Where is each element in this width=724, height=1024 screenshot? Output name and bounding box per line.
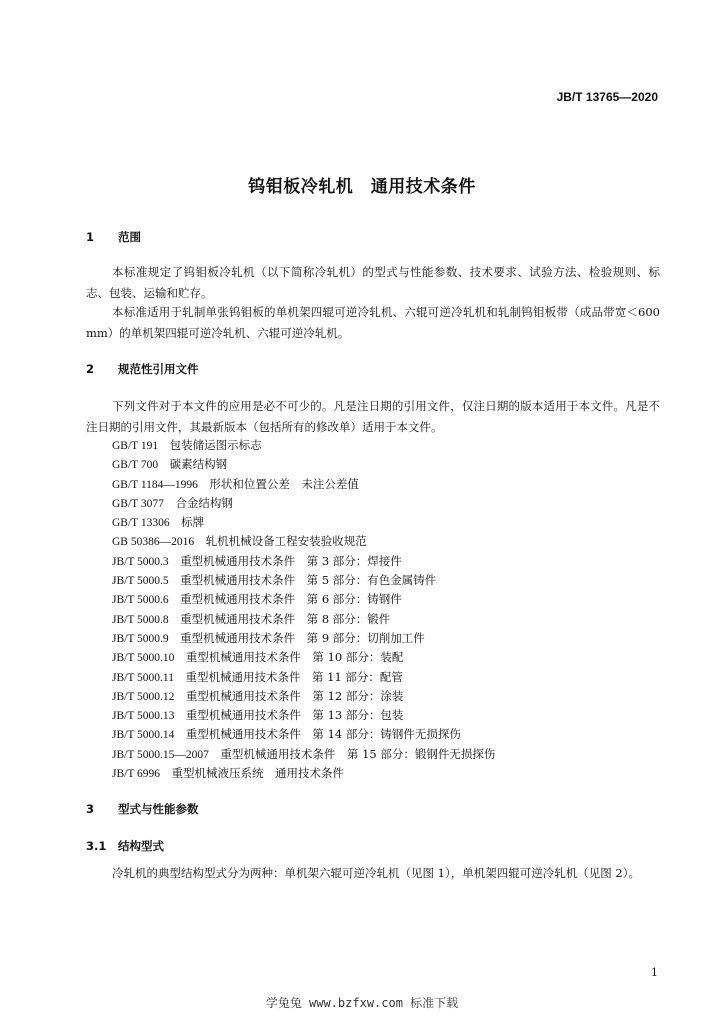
footer-watermark[interactable]: 学兔兔 www.bzfxw.com 标准下载	[265, 996, 459, 1010]
reference-title: 重型机械通用技术条件 第 10 部分：装配	[185, 650, 404, 665]
reference-item	[112, 494, 495, 513]
reference-title: 碳素结构钢	[169, 457, 228, 472]
section-3-1-heading	[86, 838, 164, 854]
reference-title: 合金结构钢	[175, 495, 233, 510]
reference-title: 重型机械通用技术条件 第 14 部分：铸钢件无损探伤	[185, 727, 461, 742]
reference-item	[112, 475, 495, 494]
reference-item	[112, 706, 495, 725]
reference-title: 重型机械通用技术条件 第 6 部分：铸钢件	[180, 592, 402, 607]
reference-separator	[174, 670, 186, 684]
reference-separator	[174, 727, 186, 741]
reference-title: 重型机械通用技术条件 第 3 部分：焊接件	[180, 553, 402, 568]
reference-item	[112, 552, 495, 571]
reference-code: JB/T 5000.14	[112, 729, 175, 742]
reference-separator	[194, 534, 206, 548]
subsection-title: 结构型式	[118, 839, 164, 853]
section-number: 3	[86, 802, 95, 816]
reference-item	[112, 668, 495, 687]
reference-separator	[169, 631, 181, 645]
section-2-heading	[86, 361, 199, 377]
document-title: 钨钼板冷轧机 通用技术条件	[248, 177, 476, 197]
reference-code: JB/T 5000.11	[112, 671, 174, 684]
reference-separator	[158, 457, 170, 471]
reference-item	[112, 532, 495, 551]
reference-separator	[164, 496, 176, 510]
reference-title: 包装储运图示标志	[169, 438, 262, 452]
standard-code: JB/T 13765—2020	[556, 90, 658, 104]
reference-title: 重型机械通用技术条件 第 8 部分：锻件	[180, 611, 391, 626]
reference-item	[112, 725, 495, 744]
section-title: 规范性引用文件	[118, 362, 199, 376]
reference-separator	[209, 747, 221, 761]
reference-code: JB/T 6996	[112, 768, 161, 781]
reference-title: 重型机械液压系统 通用技术条件	[171, 766, 345, 781]
reference-title: 重型机械通用技术条件 第 5 部分：有色金属铸件	[180, 573, 437, 588]
reference-separator	[170, 515, 182, 529]
reference-separator	[169, 554, 181, 568]
reference-title: 重型机械通用技术条件 第 9 部分：切削加工件	[180, 630, 425, 645]
reference-separator	[169, 612, 181, 626]
reference-separator	[158, 438, 170, 452]
reference-item	[112, 436, 495, 455]
section-title: 范围	[118, 230, 141, 244]
reference-item	[112, 687, 495, 706]
refs-intro-paragraph: 下列文件对于本文件的应用是必不可少的。凡是注日期的引用文件，仅注日期的版本适用于本文件。凡是不注日期的引用文件，其最新版本（包括所有的修改单）适用于本文件。	[86, 399, 660, 434]
reference-item	[112, 590, 495, 609]
reference-separator	[174, 650, 186, 664]
reference-item	[112, 764, 495, 783]
structure-paragraph: 冷轧机的典型结构型式分为两种：单机架六辊可逆冷轧机（见图 1），单机架四辊可逆冷轧机（见图 2）。	[112, 866, 640, 880]
section-number: 1	[86, 230, 95, 244]
section-number: 2	[86, 362, 95, 376]
reference-code: JB/T 5000.15—2007	[112, 748, 209, 761]
section-3-heading	[86, 801, 199, 817]
section-1-heading	[86, 229, 141, 245]
reference-title: 标牌	[181, 515, 205, 530]
reference-code: JB/T 5000.10	[112, 652, 175, 665]
reference-item	[112, 455, 495, 474]
reference-code: JB/T 5000.5	[112, 575, 169, 588]
reference-code: JB/T 5000.3	[112, 555, 169, 568]
reference-code: GB/T 3077	[112, 497, 164, 510]
reference-item	[112, 571, 495, 590]
subsection-number: 3.1	[86, 839, 107, 853]
reference-separator	[169, 573, 181, 587]
reference-code: JB/T 5000.8	[112, 613, 169, 626]
reference-code: JB/T 5000.13	[112, 710, 175, 723]
reference-item	[112, 629, 495, 648]
reference-title: 形状和位置公差 未注公差值	[209, 476, 359, 491]
reference-list	[112, 436, 495, 783]
scope-paragraph-1: 本标准规定了钨钼板冷轧机（以下简称冷轧机）的型式与性能参数、技术要求、试验方法、检验规则、标志、包装、运输和贮存。	[86, 265, 660, 300]
reference-code: GB/T 700	[112, 459, 159, 472]
reference-title: 重型机械通用技术条件 第 12 部分：涂装	[185, 688, 404, 703]
reference-title: 重型机械通用技术条件 第 15 部分：锻钢件无损探伤	[220, 746, 496, 761]
reference-separator	[198, 477, 210, 491]
page-number: 1	[651, 966, 658, 979]
reference-code: GB/T 1184—1996	[112, 478, 198, 491]
scope-paragraph-2: 本标准适用于轧制单张钨钼板的单机架四辊可逆冷轧机、六辊可逆冷轧机和轧制钨钼板带（成品带宽＜600 mm）的单机架四辊可逆冷轧机、六辊可逆冷轧机。	[86, 305, 660, 340]
reference-separator	[169, 592, 181, 606]
reference-separator	[160, 766, 172, 780]
reference-item	[112, 745, 495, 764]
reference-code: JB/T 5000.9	[112, 632, 169, 645]
reference-code: JB/T 5000.6	[112, 594, 169, 607]
reference-separator	[174, 689, 186, 703]
reference-code: GB 50386—2016	[112, 536, 195, 549]
reference-title: 重型机械通用技术条件 第 11 部分：配管	[185, 669, 403, 684]
reference-item	[112, 610, 495, 629]
reference-title: 重型机械通用技术条件 第 13 部分：包装	[185, 708, 404, 723]
reference-item	[112, 648, 495, 667]
reference-separator	[174, 708, 186, 722]
reference-item	[112, 513, 495, 532]
reference-code: GB/T 191	[112, 440, 159, 452]
reference-title: 轧机机械设备工程安装验收规范	[205, 534, 367, 549]
reference-code: GB/T 13306	[112, 517, 170, 530]
reference-code: JB/T 5000.12	[112, 690, 175, 703]
section-title: 型式与性能参数	[118, 802, 199, 816]
